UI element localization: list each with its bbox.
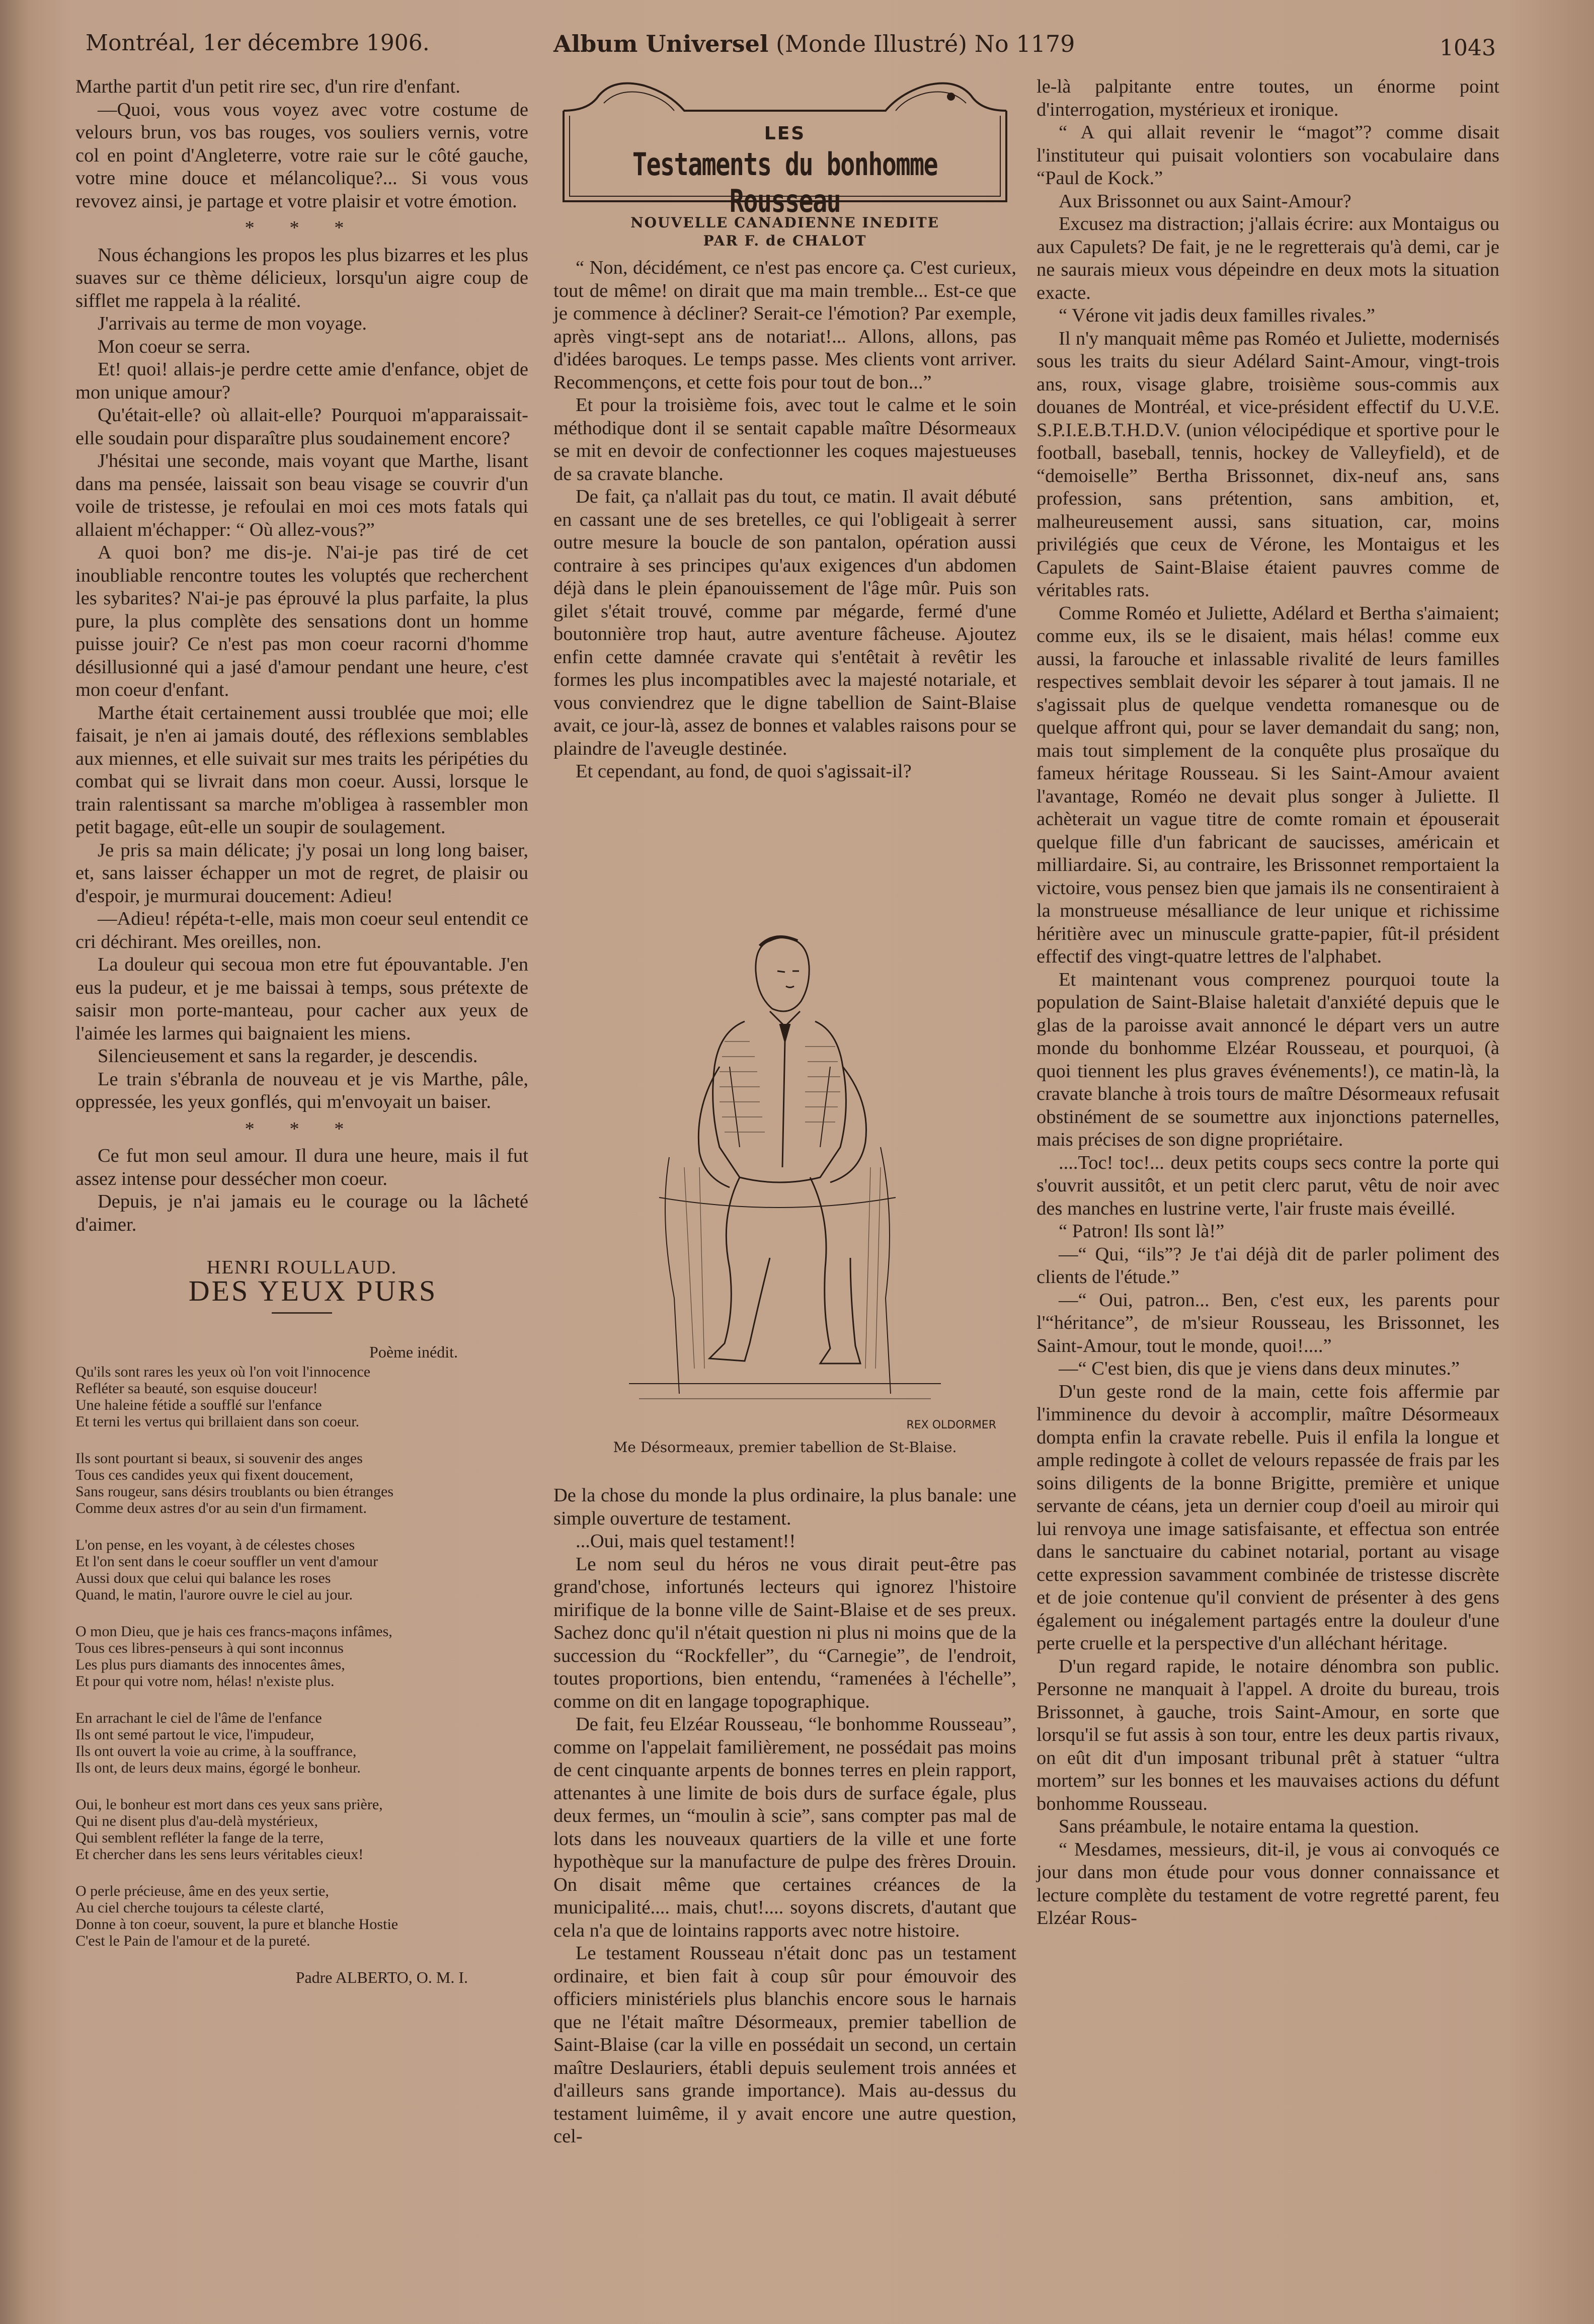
column-1: [75, 75, 528, 1986]
poem-line: Les plus purs diamants des innocentes âmes,: [75, 1656, 345, 1673]
poem-line: Ils sont pourtant si beaux, si souvenir des anges: [75, 1450, 363, 1467]
poem-line: Ils ont, de leurs deux mains, égorgé le bonheur.: [75, 1759, 361, 1776]
paragraph: ...Oui, mais quel testament!!: [576, 1531, 796, 1552]
poem-stanza: [75, 1883, 528, 1949]
poem-stanzas: [75, 1364, 528, 1949]
paragraph: Et! quoi! allais-je perdre cette amie d'enfance, objet de mon unique amour?: [75, 359, 528, 403]
story-end-paragraphs: [75, 75, 528, 213]
story-signature: HENRI ROULLAUD.: [206, 1257, 397, 1278]
poem-line: C'est le Pain de l'amour et de la pureté.: [75, 1933, 310, 1949]
story-title: Testaments du bonhomme Rousseau: [632, 146, 938, 219]
poem-title: DES YEUX PURS: [188, 1274, 438, 1307]
paragraph: —“ C'est bien, dis que je viens dans deux minutes.”: [1059, 1358, 1460, 1379]
poem-line: Tous ces candides yeux qui fixent doucement,: [75, 1467, 353, 1483]
paragraph: Il n'y manquait même pas Roméo et Juliette, modernisés sous les traits du sieur Adélard Saint-Amour, vingt-trois ans, roux, visage glabre, troisième sous-commis aux douanes de Montréal, et vice-président effectif du U.V.E. S.P.I.E.B.T.H.D.V. (union vélocipédique et sportive pour le football, baseball, tennis, hockey de Valleyfield), et de “demoiselle” Bertha Brissonnet, dix-neuf ans, sans profession, sans prétention, sans ambition, et, malheureusement aussi, sans situation, car, moins privilégiés que ceux de Vérone, les Montaigus et les Capulets de Saint-Blaise étaient pauvres comme de véritables rats.: [1037, 328, 1499, 601]
poem-line: Refléter sa beauté, son esquise douceur!: [75, 1380, 318, 1397]
poem-stanza: [75, 1796, 528, 1863]
story-end-paragraphs-3: [75, 1145, 528, 1236]
paragraph: D'un geste rond de la main, cette fois affermie par l'imminence du devoir à accomplir, maître Désormeaux dompta enfin la cravate rebelle. Puis il enfila la longue et ample redingote à collet de velours repassée de frais par les soins diligents de la bonne Brigitte, première et unique servante de céans, jeta un dernier coup d'oeil au miroir qui lui renvoya une image satisfaisante, et effectua son entrée dans le sanctuaire du cabinet notarial, portant au visage cette expression savamment combinée de tristesse discrète et de joie contenue qu'il convient de présenter à des gens également ou inégalement partagés entre la douleur d'une perte cruelle et la perspective d'un alléchant héritage.: [1037, 1381, 1499, 1654]
paragraph: Et cependant, au fond, de quoi s'agissait-il?: [576, 761, 912, 782]
paragraph: Aux Brissonnet ou aux Saint-Amour?: [1059, 190, 1351, 212]
page-number: 1043: [1440, 35, 1496, 61]
paragraph: De fait, ça n'allait pas du tout, ce matin. Il avait débuté en cassant une de ses bretelles, ce qui l'obligeait à serrer outre mesure la boucle de son pantalon, opération aussi contraire à ses principes qu'aux exigences d'un abdomen déjà dans le plein épanouissement de l'âge mûr. Puis son gilet s'était trouvé, comme par mégarde, fermé d'une boutonnière trop haut, autre aventure fâcheuse. Ajoutez enfin cette damnée cravate qui s'entêtait à revêtir les formes les plus incompatibles avec la majesté notariale, et vous conviendrez que le digne tabellion de Saint-Blaise avait, ce jour-là, assez de bonnes et valables raisons pour se plaindre de l'aveugle destinée.: [553, 486, 1016, 759]
header-journal: [553, 30, 1075, 57]
poem-line: Au ciel cherche toujours ta céleste clarté,: [75, 1899, 324, 1916]
poem-line: Et l'on sent dans le coeur souffler un vent d'amour: [75, 1553, 378, 1570]
page-header: [0, 30, 1594, 65]
paragraph: Le nom seul du héros ne vous dirait peut-être pas grand'chose, infortunés lecteurs qui ignorez l'histoire mirifique de la bonne ville de Saint-Blaise et de ses preux. Sachez donc qu'il n'était question ni plus ni moins que de la succession du “Rockfeller”, du “Carnegie”, de l'endroit, toutes proportions, bien entendu, “ramenées à l'échelle”, comme on dit en langage topographique.: [553, 1553, 1016, 1712]
paragraph: De la chose du monde la plus ordinaire, la plus banale: une simple ouverture de testament.: [553, 1485, 1016, 1529]
paragraph: —“ Oui, patron... Ben, c'est eux, les parents pour l'“héritance”, de m'sieur Rousseau, les Brissonnet, les Saint-Amour, tout le monde, quoi!....”: [1037, 1289, 1499, 1356]
poem-line: Ils ont semé partout le vice, l'impudeur,: [75, 1726, 314, 1743]
poem-line: Qu'ils sont rares les yeux où l'on voit l'innocence: [75, 1364, 371, 1380]
paragraph: J'arrivais au terme de mon voyage.: [98, 313, 367, 334]
paragraph: “ Mesdames, messieurs, dit-il, je vous ai convoqués ce jour dans mon étude pour vous donner connaissance et lecture complète du testament de votre regretté parent, feu Elzéar Rous-: [1037, 1838, 1499, 1929]
title-les: LES: [764, 123, 806, 144]
poem-line: En arrachant le ciel de l'âme de l'enfance: [75, 1710, 322, 1726]
column-3: [1037, 75, 1499, 1930]
paragraph: Et maintenant vous comprenez pourquoi toute la population de Saint-Blaise haletait d'anxiété depuis que le glas de la paroisse avait annoncé le départ vers un autre monde du bonhomme Elzéar Rousseau, et pourquoi, (à quoi tiennent les plus graves événements!), ce matin-là, la cravate blanche à trois tours de maître Désormeaux refusait obstinément de se soumettre aux injonctions paternelles, mais précises de son digne propriétaire.: [1037, 969, 1499, 1150]
poem-line: Qui semblent refléter la fange de la terre,: [75, 1829, 324, 1846]
poem-line: Aussi doux que celui qui balance les roses: [75, 1570, 331, 1586]
poem-line: Sans rougeur, sans désirs troublants ou bien étranges: [75, 1483, 394, 1500]
journal-name: Album Universel: [553, 30, 769, 57]
poem-line: Et chercher dans les sens leurs véritables cieux!: [75, 1846, 364, 1863]
paragraph: Mon coeur se serra.: [98, 336, 251, 357]
paragraph: —“ Qui, “ils”? Je t'ai déjà dit de parler poliment des clients de l'étude.”: [1037, 1243, 1499, 1288]
poem-stanza: [75, 1537, 528, 1603]
illustration-signature: REX OLDORMER: [906, 1419, 996, 1431]
poem-line: Et pour qui votre nom, hélas! n'existe plus.: [75, 1673, 335, 1690]
story-byline: PAR F. de CHALOT: [703, 232, 867, 249]
poem-author: Padre ALBERTO, O. M. I.: [295, 1968, 468, 1986]
paragraph: Le testament Rousseau n'était donc pas un testament ordinaire, et bien fait à coup sûr pour émouvoir des officiers ministériels plus blanchis encore sous le harnais que ne l'était maître Désormeaux, premier tabellion de Saint-Blaise (car la ville en possédait un second, un certain maître Deslauriers, établi depuis seulement trois années et d'ailleurs sans grande importance). Mais au-dessus du testament luimême, il y avait encore une autre question, cel-: [553, 1943, 1016, 2147]
paragraph: De fait, feu Elzéar Rousseau, “le bonhomme Rousseau”, comme on l'appelait familièrement, ne possédait pas moins de cent cinquante arpents de bonnes terres en plein rapport, attenantes à une limite de bois durs de surface égale, plus deux fermes, un “moulin à scie”, sans compter pas mal de lots dans les nouveaux quartiers de la ville et une forte hypothèque sur la manufacture de pulpe des frères Drouin. On disait même que certaines créances de la municipalité.... mais, chut!.... soyons discrets, d'autant que cela n'a que de lointains rapports avec notre histoire.: [553, 1714, 1016, 1941]
story-paragraphs-2: [553, 1484, 1016, 2148]
poem-line: Tous ces libres-penseurs à qui sont inconnus: [75, 1640, 344, 1656]
poem-line: Ils ont ouvert la voie au crime, à la souffrance,: [75, 1743, 357, 1759]
paragraph: Je pris sa main délicate; j'y posai un long long baiser, et, sans laisser échapper un mot de regret, de plaisir ou d'espoir, je murmurai doucement: Adieu!: [75, 839, 528, 907]
paragraph: Qu'était-elle? où allait-elle? Pourquoi m'apparaissait-elle soudain pour disparaître plus soudainement encore?: [75, 405, 528, 449]
paragraph: Silencieusement et sans la regarder, je descendis.: [98, 1046, 478, 1067]
paragraph: Marthe était certainement aussi troublée que moi; elle faisait, je n'en ai jamais douté, des réflexions semblables aux miennes, et elle suivait sur mes traits les péripéties du combat qui se livrait dans mon coeur. Aussi, lorsque le train ralentissant sa marche m'obligea à rassembler mon petit bagage, eût-elle un soupir de soulagement.: [75, 702, 528, 838]
paragraph: La douleur qui secoua mon etre fut épouvantable. J'en eus la pudeur, et je me baissai à temps, sous prétexte de saisir mon porte-manteau, pour cacher aux yeux de l'aimée les larmes qui baignaient les miens.: [75, 954, 528, 1044]
section-stars-2: * * *: [245, 1118, 359, 1140]
paragraph: A quoi bon? me dis-je. N'ai-je pas tiré de cet inoubliable rencontre toutes les voluptés que recherchent les sybarites? N'ai-je pas éprouvé la plus parfaite, la plus pure, la plus complète des sensations dont un homme puisse jouir? Ce n'est pas mon coeur racorni d'homme désillusionné qui a jasé d'amour pendant une heure, c'est mon coeur d'enfant.: [75, 542, 528, 700]
poem-line: Comme deux astres d'or au sein d'un firmament.: [75, 1500, 367, 1516]
journal-sub: (Monde Illustré) No 1179: [776, 30, 1075, 57]
story-end-paragraphs-2: [75, 244, 528, 1114]
paragraph: Et pour la troisième fois, avec tout le calme et le soin méthodique dont il se sentait capable maître Désormeaux se mit en devoir de confectionner les coques majestueuses de sa cravate blanche.: [553, 394, 1016, 485]
poem-line: Oui, le bonheur est mort dans ces yeux sans prière,: [75, 1796, 383, 1813]
poem-note: Poème inédit.: [369, 1343, 458, 1361]
column-2: [553, 257, 1016, 783]
paragraph: —Adieu! répéta-t-elle, mais mon coeur seul entendit ce cri déchirant. Mes oreilles, non.: [75, 908, 528, 952]
illustration-notary: [569, 916, 1001, 1429]
paragraph: Comme Roméo et Juliette, Adélard et Bertha s'aimaient; comme eux, ils se le disaient, mais hélas! comme eux aussi, la farouche et inlassable rivalité de leurs familles respectives semblait devoir les séparer à tout jamais. Il ne s'agissait plus de quelque vendetta romanesque ou de quelque affront qui, pour se laver demandait du sang; non, mais tout simplement de la conquête plus prosaïque du fameux héritage Rousseau. Si les Saint-Amour avaient l'avantage, Roméo ne devait plus songer à Juliette. Il achèterait un vague titre de comte romain et épouserait quelque fille d'un fabricant de saucisses, américain et milliardaire. Si, au contraire, les Brissonnet remportaient la victoire, vous pensez bien que jamais ils ne consentiraient à la monstrueuse mésalliance de leur unique et richissime héritière avec un minuscule gratte-papier, fût-il président effectif des vingt-quatre lettres de l'alphabet.: [1037, 602, 1499, 967]
paragraph: J'hésitai une seconde, mais voyant que Marthe, lisant dans ma pensée, laissait son beau visage se couvrir d'un voile de tristesse, je refoulai en moi ces mots fatals qui allaient m'échapper: “ Où allez-vous?”: [75, 450, 528, 540]
poem-line: Et terni les vertus qui brillaient dans son coeur.: [75, 1413, 360, 1430]
seated-man-illustration-icon: [569, 916, 1001, 1429]
paragraph: “ Patron! Ils sont là!”: [1059, 1221, 1225, 1242]
paragraph: ....Toc! toc!... deux petits coups secs contre la porte qui s'ouvrit aussitôt, et un petit clerc parut, vêtu de noir avec des manches en lustrine verte, l'air fruste mais éveillé.: [1037, 1152, 1499, 1219]
poem-line: Donne à ton coeur, souvent, la pure et blanche Hostie: [75, 1916, 398, 1933]
poem-line: O perle précieuse, âme en des yeux sertie,: [75, 1883, 329, 1899]
story-subtitle: NOUVELLE CANADIENNE INEDITE: [630, 214, 939, 231]
paragraph: Le train s'ébranla de nouveau et je vis Marthe, pâle, oppressée, les yeux gonflés, qui m'envoyait un baiser.: [75, 1068, 528, 1112]
paragraph: “ A qui allait revenir le “magot”? comme disait l'instituteur qui puisait volontiers son vocabulaire dans “Paul de Kock.”: [1037, 122, 1499, 189]
paragraph: —Quoi, vous vous voyez avec votre costume de velours brun, vos bas rouges, vos souliers vernis, votre col en point d'Angleterre, votre raie sur le côté gauche, votre mine douce et mélancolique?... Si vous vous revovez ainsi, je partage et votre plaisir et votre émotion.: [75, 99, 528, 212]
paragraph: D'un regard rapide, le notaire dénombra son public. Personne ne manquait à l'appel. A droite du bureau, trois Brissonnet, à gauche, trois Saint-Amour, en sorte que lorsqu'il se fut assis à son tour, entre les deux partis rivaux, on eût dit d'un imposant tribunal prêt à statuer “ultra mortem” sur les bonnes et les mauvaises actions du défunt bonhomme Rousseau.: [1037, 1655, 1499, 1814]
poem-line: Quand, le matin, l'aurore ouvre le ciel au jour.: [75, 1586, 353, 1603]
section-stars: * * *: [245, 217, 359, 238]
poem-line: Une haleine fétide a soufflé sur l'enfance: [75, 1397, 322, 1413]
paragraph: “ Vérone vit jadis deux familles rivales.”: [1059, 305, 1375, 326]
poem-stanza: [75, 1623, 528, 1690]
poem: [75, 1344, 528, 1986]
story-subtitle-block: [553, 214, 1016, 250]
poem-line: O mon Dieu, que je hais ces francs-maçons infâmes,: [75, 1623, 392, 1640]
poem-line: L'on pense, en les voyant, à de célestes choses: [75, 1537, 355, 1553]
story-paragraphs: [553, 257, 1016, 783]
poem-stanza: [75, 1710, 528, 1776]
header-place-date: Montréal, 1er décembre 1906.: [86, 30, 430, 56]
illustration-caption: Me Désormeaux, premier tabellion de St-Blaise.: [613, 1439, 957, 1456]
paragraph: Marthe partit d'un petit rire sec, d'un rire d'enfant.: [75, 76, 460, 97]
story-title-frame: [559, 75, 1011, 219]
poem-stanza: [75, 1450, 528, 1516]
paragraph: Depuis, je n'ai jamais eu le courage ou la lâcheté d'aimer.: [75, 1191, 528, 1235]
paragraph: Excusez ma distraction; j'allais écrire: aux Montaigus ou aux Capulets? De fait, je ne le regretterais qu'à demi, car je ne saurais mieux vous dépeindre en deux mots la situation exacte.: [1037, 213, 1499, 303]
paragraph: Ce fut mon seul amour. Il dura une heure, mais il fut assez intense pour dessécher mon coeur.: [75, 1145, 528, 1189]
story-paragraphs-3: [1037, 75, 1499, 1930]
paragraph: Sans préambule, le notaire entama la question.: [1059, 1816, 1419, 1837]
paragraph: le-là palpitante entre toutes, un énorme point d'interrogation, mystérieux et ironique.: [1037, 76, 1499, 120]
poem-line: Qui ne disent plus d'au-delà mystérieux,: [75, 1813, 318, 1829]
paragraph: Nous échangions les propos les plus bizarres et les plus suaves sur ce thème délicieux, lorsqu'un aigre coup de sifflet me rappela à la réalité.: [75, 244, 528, 311]
poem-title-rule: [272, 1312, 332, 1314]
column-2-bottom: [553, 1484, 1016, 2148]
paragraph: “ Non, décidément, ce n'est pas encore ça. C'est curieux, tout de même! on dirait que ma main tremble... Est-ce que je commence à décliner? Serait-ce l'émotion? Par exemple, après vingt-sept ans de notariat!... Allons, allons, pas d'idées baroques. Le temps passe. Mes clients vont arriver. Recommençons, et cette fois pour tout de bon...”: [553, 257, 1016, 393]
poem-stanza: [75, 1364, 528, 1430]
